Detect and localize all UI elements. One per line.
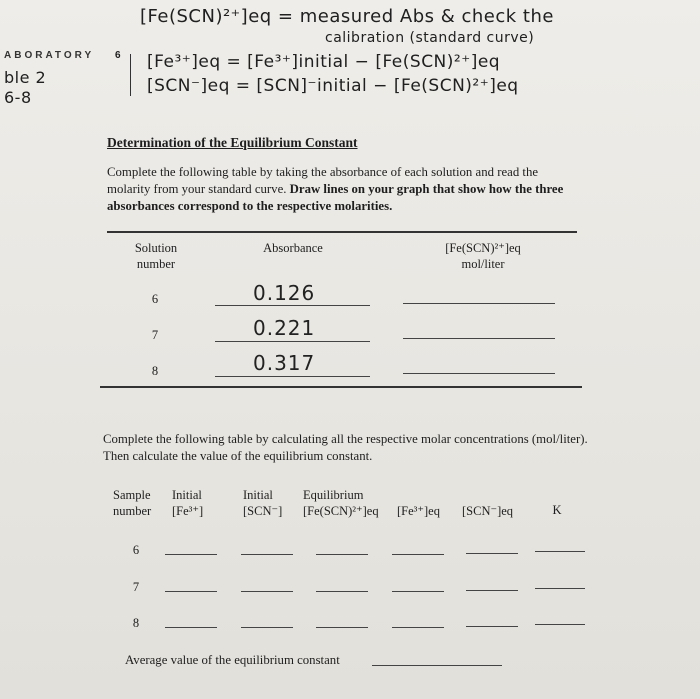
table1-absorbance-blank[interactable] [215, 341, 370, 342]
table1-row-num: 8 [151, 364, 159, 378]
table2-initial-scn-blank[interactable] [241, 591, 293, 592]
table2-initial-scn-blank[interactable] [241, 627, 293, 628]
table2-initial-fe-blank[interactable] [165, 591, 217, 592]
table1-top-rule [107, 231, 577, 233]
handwritten-margin-rows: 6-8 [4, 88, 32, 107]
table2-row-num: 8 [132, 616, 140, 630]
handwritten-line-1b: calibration (standard curve) [325, 30, 535, 46]
table2-col-k: K [552, 503, 562, 517]
table1-concentration-blank[interactable] [403, 303, 555, 304]
table2-fe-eq-blank[interactable] [392, 627, 444, 628]
table1-absorbance-value: 0.317 [253, 351, 316, 375]
table2-col-initial-scn: Initial [SCN⁻] [243, 488, 283, 518]
table1-concentration-blank[interactable] [403, 373, 555, 374]
table2-fescn-eq-blank[interactable] [316, 627, 368, 628]
table2-scn-eq-blank[interactable] [466, 553, 518, 554]
table2-fe-eq-blank[interactable] [392, 554, 444, 555]
table2-col-sample: Sample number [113, 488, 152, 518]
table2-fescn-eq-blank[interactable] [316, 554, 368, 555]
table1-absorbance-blank[interactable] [215, 376, 370, 377]
table2-col-scn-eq: [SCN⁻]eq [462, 504, 514, 518]
table2-k-blank[interactable] [535, 551, 585, 552]
table1-absorbance-value: 0.221 [253, 316, 316, 340]
table1-row-num: 7 [151, 328, 159, 342]
lab-number: 6 [115, 50, 121, 61]
table2-initial-fe-blank[interactable] [165, 627, 217, 628]
table1-bottom-rule [100, 386, 582, 388]
table1-concentration-blank[interactable] [403, 338, 555, 339]
table2-k-blank[interactable] [535, 624, 585, 625]
handwritten-line-1: [Fe(SCN)²⁺]eq = measured Abs & check the [140, 6, 554, 27]
table2-initial-fe-blank[interactable] [165, 554, 217, 555]
table2-fescn-eq-blank[interactable] [316, 591, 368, 592]
table2-scn-eq-blank[interactable] [466, 590, 518, 591]
handwritten-line-3: [SCN⁻]eq = [SCN]⁻initial − [Fe(SCN)²⁺]eq [147, 76, 519, 96]
table2-k-blank[interactable] [535, 588, 585, 589]
table1-row-num: 6 [151, 292, 159, 306]
table1-col-solution: Solution number [134, 241, 178, 271]
table2-row-num: 7 [132, 580, 140, 594]
handwritten-margin-table: ble 2 [4, 68, 47, 87]
table1-instructions: Complete the following table by taking the absorbance of each solution and read the molarity from your standard curve. Draw lines on your graph that show how the three absorbances correspond to the respective molarities. [107, 165, 564, 213]
table1-absorbance-value: 0.126 [253, 281, 316, 305]
table2-col-fe-eq: [Fe³⁺]eq [397, 504, 440, 518]
laboratory-header: ABORATORY [4, 50, 95, 61]
section-title: Determination of the Equilibrium Constant [107, 135, 358, 150]
table2-row-num: 6 [132, 543, 140, 557]
handwritten-line-2: [Fe³⁺]eq = [Fe³⁺]initial − [Fe(SCN)²⁺]eq [147, 52, 501, 72]
table1-col-absorbance: Absorbance [263, 241, 323, 255]
table2-col-equilibrium-fescn: Equilibrium [Fe(SCN)²⁺]eq [303, 488, 379, 518]
table2-initial-scn-blank[interactable] [241, 554, 293, 555]
average-k-blank[interactable] [372, 665, 502, 666]
table1-col-concentration: [Fe(SCN)²⁺]eq mol/liter [445, 241, 521, 271]
table2-col-initial-fe: Initial [Fe³⁺] [172, 488, 204, 518]
handwritten-bracket [130, 54, 131, 96]
table1-absorbance-blank[interactable] [215, 305, 370, 306]
table2-fe-eq-blank[interactable] [392, 591, 444, 592]
average-k-label: Average value of the equilibrium constant [125, 653, 340, 667]
table2-scn-eq-blank[interactable] [466, 626, 518, 627]
table2-instructions: Complete the following table by calculating all the respective molar concentrations (mol/liter). Then calculate the value of the equilibrium constant. [103, 432, 588, 463]
